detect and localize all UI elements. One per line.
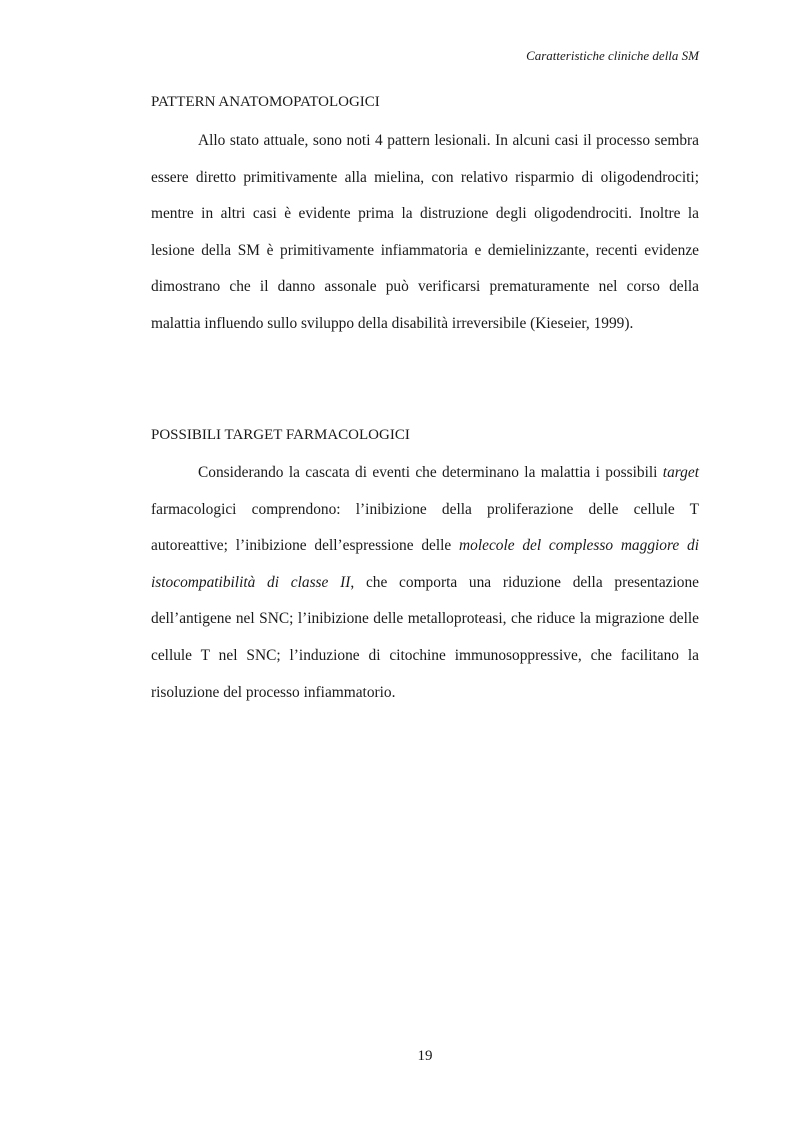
running-header: Caratteristiche cliniche della SM bbox=[526, 48, 699, 63]
paragraph-text: Allo stato attuale, sono noti 4 pattern lesionali. In alcuni casi il processo sembra essere diretto primitivamente alla mielina, con relativo risparmio di oligodendrociti; mentre in altri casi è evidente prima la distruzione degli oligodendrociti. Inoltre la lesione della SM è primitivamente infiammatoria e demielinizzante, recenti evidenze dimostrano che il danno assonale può verificarsi prematuramente nel corso della malattia influendo sullo sviluppo della disabilità irreversibile (Kieseier, 1999). bbox=[151, 132, 699, 332]
paragraph-text-part: , che comporta una riduzione della presentazione dell’antigene nel SNC; l’inibizione delle metalloproteasi, che riduce la migrazione delle cellule T nel SNC; l’induzione di citochine immunosoppressive, che facilitano la risoluzione del processo infiammatorio. bbox=[151, 573, 699, 701]
italic-term-mhc-class-ii: molecole del complesso maggiore di istocompatibilità di classe II bbox=[151, 537, 699, 591]
body-paragraph-target bbox=[151, 455, 699, 711]
italic-term-target: target bbox=[662, 464, 699, 481]
section-heading-pattern-anatomopatologici: PATTERN ANATOMOPATOLOGICI bbox=[151, 94, 380, 110]
body-paragraph-pattern bbox=[151, 123, 699, 343]
section-heading-possibili-target: POSSIBILI TARGET FARMACOLOGICI bbox=[151, 427, 410, 443]
paragraph-text-part: Considerando la cascata di eventi che determinano la malattia i possibili bbox=[198, 464, 663, 481]
page-number: 19 bbox=[417, 1048, 433, 1064]
paragraph-text-part: farmacologici comprendono: l’inibizione della proliferazione delle cellule T autoreattive; l’inibizione dell’espressione delle bbox=[151, 500, 699, 555]
